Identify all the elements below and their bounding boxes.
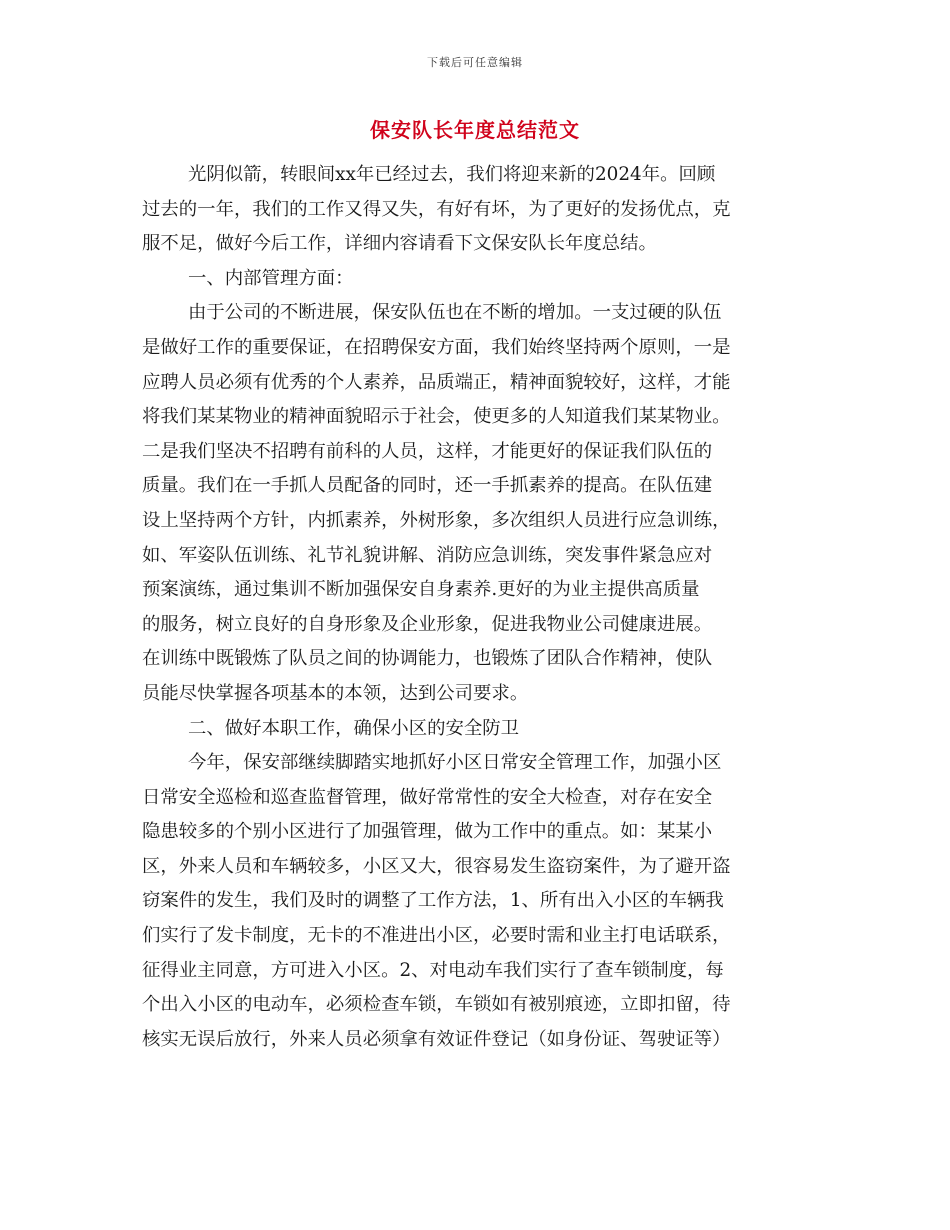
text-line: 过去的一年，我们的工作又得又失，有好有坏，为了更好的发扬优点，克 [142,198,731,220]
text-line: 光阴似箭，转眼间xx年已经过去，我们将迎来新的2024年。回顾 [188,164,716,185]
text-line: 日常安全巡检和巡查监督管理，做好常常性的安全大检查，对存在安全 [142,786,713,808]
text-line: 在训练中既锻炼了队员之间的协调能力，也锻炼了团队合作精神，使队 [142,648,713,670]
text-line: 如、军姿队伍训练、礼节礼貌讲解、消防应急训练，突发事件紧急应对 [142,544,713,566]
text-line: 们实行了发卡制度，无卡的不准进出小区，必要时需和业主打电话联系， [142,925,731,947]
text-line: 质量。我们在一手抓人员配备的同时，还一手抓素养的提高。在队伍建 [142,475,713,497]
text-line: 由于公司的不断进展，保安队伍也在不断的增加。一支过硬的队伍 [188,302,722,324]
text-line: 窃案件的发生，我们及时的调整了工作方法，1、所有出入小区的车辆我 [142,890,724,912]
text-line: 区，外来人员和车辆较多，小区又大，很容易发生盗窃案件，为了避开盗 [142,855,731,877]
text-line: 个出入小区的电动车，必须检查车锁，车锁如有被别痕迹，立即扣留，待 [142,994,731,1016]
text-line: 隐患较多的个别小区进行了加强管理，做为工作中的重点。如：某某小 [142,821,713,843]
page-header: 下载后可任意编辑 [427,56,523,69]
document-title: 保安队长年度总结范文 [370,118,580,142]
document-body [142,158,810,1057]
text-line: 核实无误后放行，外来人员必须拿有效证件登记（如身份证、驾驶证等） [142,1028,731,1050]
text-line: 的服务，树立良好的自身形象及企业形象，促进我物业公司健康进展。 [142,613,713,635]
text-line: 二、做好本职工作，确保小区的安全防卫 [188,717,520,739]
text-line: 一、内部管理方面： [188,267,354,289]
text-line: 是做好工作的重要保证，在招聘保安方面，我们始终坚持两个原则，一是 [142,336,731,358]
text-line: 应聘人员必须有优秀的个人素养，品质端正，精神面貌较好，这样，才能 [142,371,731,393]
text-line: 二是我们坚决不招聘有前科的人员，这样，才能更好的保证我们队伍的 [142,440,713,462]
text-line: 预案演练，通过集训不断加强保安自身素养.更好的为业主提供高质量 [142,579,700,601]
text-line: 设上坚持两个方针，内抓素养，外树形象，多次组织人员进行应急训练， [142,509,731,531]
text-line: 将我们某某物业的精神面貌昭示于社会，使更多的人知道我们某某物业。 [142,406,731,428]
text-line: 员能尽快掌握各项基本的本领，达到公司要求。 [142,682,529,704]
text-line: 征得业主同意，方可进入小区。2、对电动车我们实行了查车锁制度，每 [142,959,724,981]
text-line: 服不足，做好今后工作，详细内容请看下文保安队长年度总结。 [142,233,657,255]
text-line: 今年，保安部继续脚踏实地抓好小区日常安全管理工作，加强小区 [188,752,722,774]
